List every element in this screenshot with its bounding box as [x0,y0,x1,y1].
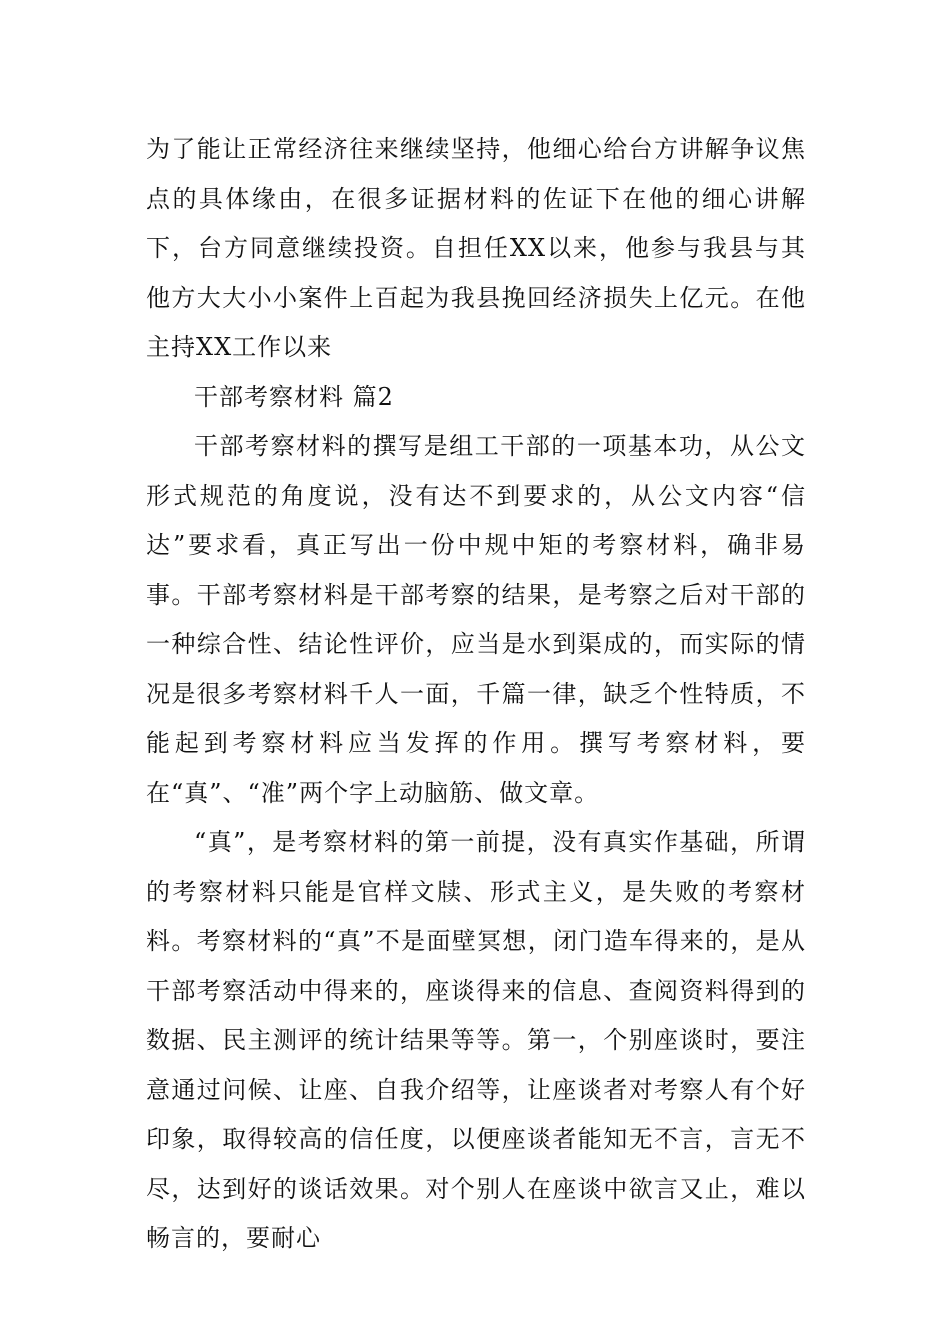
paragraph-truth: “真”，是考察材料的第一前提，没有真实作基础，所谓的考察材料只能是官样文牍、形式主义，是失败的考察材料。考察材料的“真”不是面壁冥想，闭门造车得来的，是从干部考察活动中得来的，座谈得来的信息、查阅资料得到的数据、民主测评的统计结果等等。第一，个别座谈时，要注意通过问候、让座、自我介绍等，让座谈者对考察人有个好印象，取得较高的信任度，以便座谈者能知无不言，言无不尽，达到好的谈话效果。对个别人在座谈中欲言又止，难以畅言的，要耐心 [146,828,806,1252]
paragraph-intro: 干部考察材料的撰写是组工干部的一项基本功，从公文形式规范的角度说，没有达不到要求的，从公文内容“信达”要求看，真正写出一份中规中矩的考察材料，确非易事。干部考察材料是干部考察的结果，是考察之后对干部的一种综合性、结论性评价，应当是水到渠成的，而实际的情况是很多考察材料千人一面，千篇一律，缺乏个性特质，不能起到考察材料应当发挥的作用。撰写考察材料，要在“真”、“准”两个字上动脑筋、做文章。 [146,432,806,807]
paragraph-continuation: 为了能让正常经济往来继续坚持，他细心给台方讲解争议焦点的具体缘由，在很多证据材料的佐证下在他的细心讲解下，台方同意继续投资。自担任XX以来，他参与我县与其他方大大小小案件上百起为我县挽回经济损失上亿元。在他主持XX工作以来 [146,135,806,361]
section-heading: 干部考察材料 篇2 [194,382,394,411]
document-body [146,125,806,1264]
